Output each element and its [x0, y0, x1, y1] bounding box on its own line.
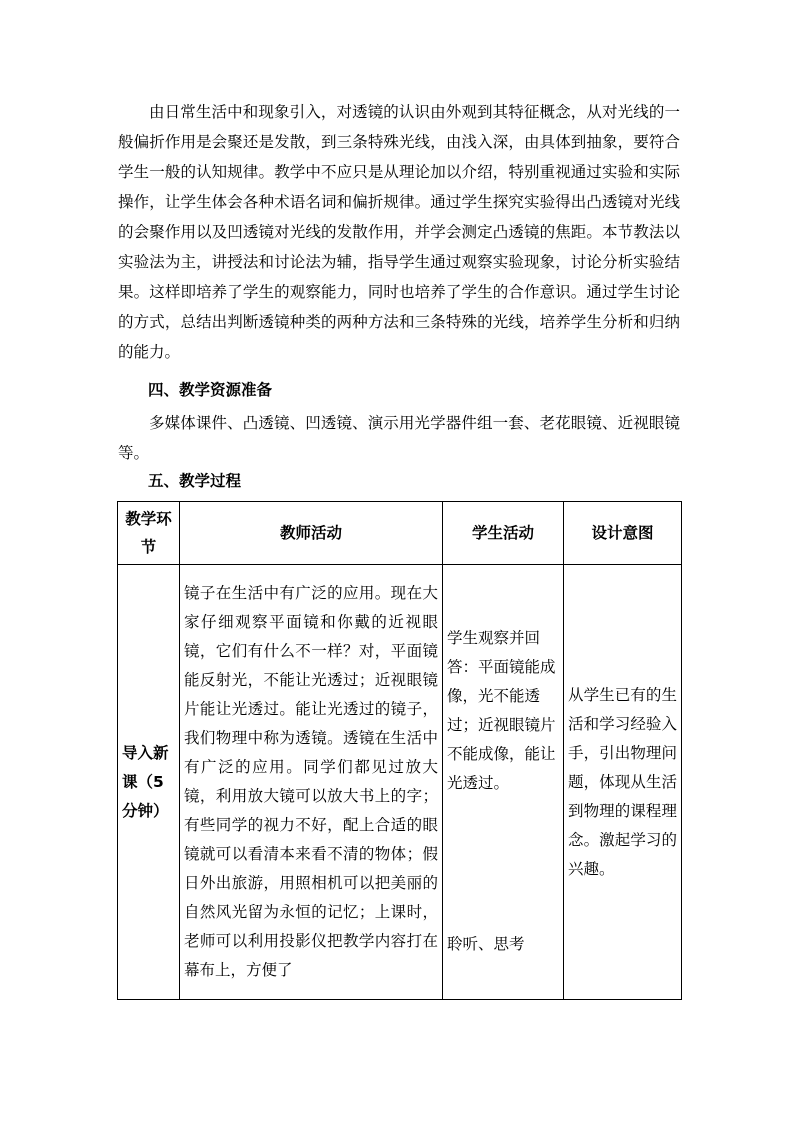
header-teacher-activity: 教师活动	[180, 502, 443, 565]
section4-body: 多媒体课件、凸透镜、凹透镜、演示用光学器件组一套、老花眼镜、近视眼镜等。	[118, 414, 680, 462]
intro-paragraph: 由日常生活中和现象引入，对透镜的认识由外观到其特征概念，从对光线的一般偏折作用是会聚还是发散，到三条特殊光线，由浅入深，由具体到抽象，要符合学生一般的认知规律。教学中不应只是从理论加以介绍，特别重视通过实验和实际操作，让学生体会各种术语名词和偏折规律。通过学生探究实验得出凸透镜对光线的会聚作用以及凹透镜对光线的发散作用，并学会测定凸透镜的焦距。本节教法以实验法为主，讲授法和讨论法为辅，指导学生通过观察实验现象，讨论分析实验结果。这样即培养了学生的观察能力，同时也培养了学生的合作意识。通过学生讨论的方式，总结出判断透镜种类的两种方法和三条特殊的光线，培养学生分析和归纳的能力。	[118, 103, 680, 361]
student-activity-observe: 学生观察并回答：平面镜能成像，光不能透过；近视眼镜片不能成像，能让光透过。	[447, 629, 556, 792]
student-activity-listen: 聆听、思考	[447, 935, 525, 953]
table-row	[118, 565, 682, 1000]
stage-cell: 导入新课（5分钟）	[118, 565, 180, 1000]
header-student-activity: 学生活动	[443, 502, 564, 565]
lesson-process-table	[117, 501, 682, 1000]
table-header-row	[118, 502, 682, 565]
section4-heading: 四、教学资源准备	[148, 381, 273, 399]
teacher-activity-cell: 镜子在生活中有广泛的应用。现在大家仔细观察平面镜和你戴的近视眼镜，它们有什么不一样？对，平面镜能反射光，不能让光透过；近视眼镜片能让光透过。能让光透过的镜子，我们物理中称为透镜。透镜在生活中有广泛的应用。同学们都见过放大镜，利用放大镜可以放大书上的字；有些同学的视力不好，配上合适的眼镜就可以看清本来看不清的物体；假日外出旅游，用照相机可以把美丽的自然风光留为永恒的记忆；上课时，老师可以利用投影仪把教学内容打在幕布上，方便了	[180, 565, 443, 1000]
student-activity-cell	[443, 565, 564, 1000]
section5-heading: 五、教学过程	[148, 472, 242, 490]
design-intent-cell: 从学生已有的生活和学习经验入手，引出物理问题，体现从生活到物理的课程理念。激起学习的兴趣。	[564, 565, 682, 1000]
header-stage: 教学环节	[118, 502, 180, 565]
header-design-intent: 设计意图	[564, 502, 682, 565]
